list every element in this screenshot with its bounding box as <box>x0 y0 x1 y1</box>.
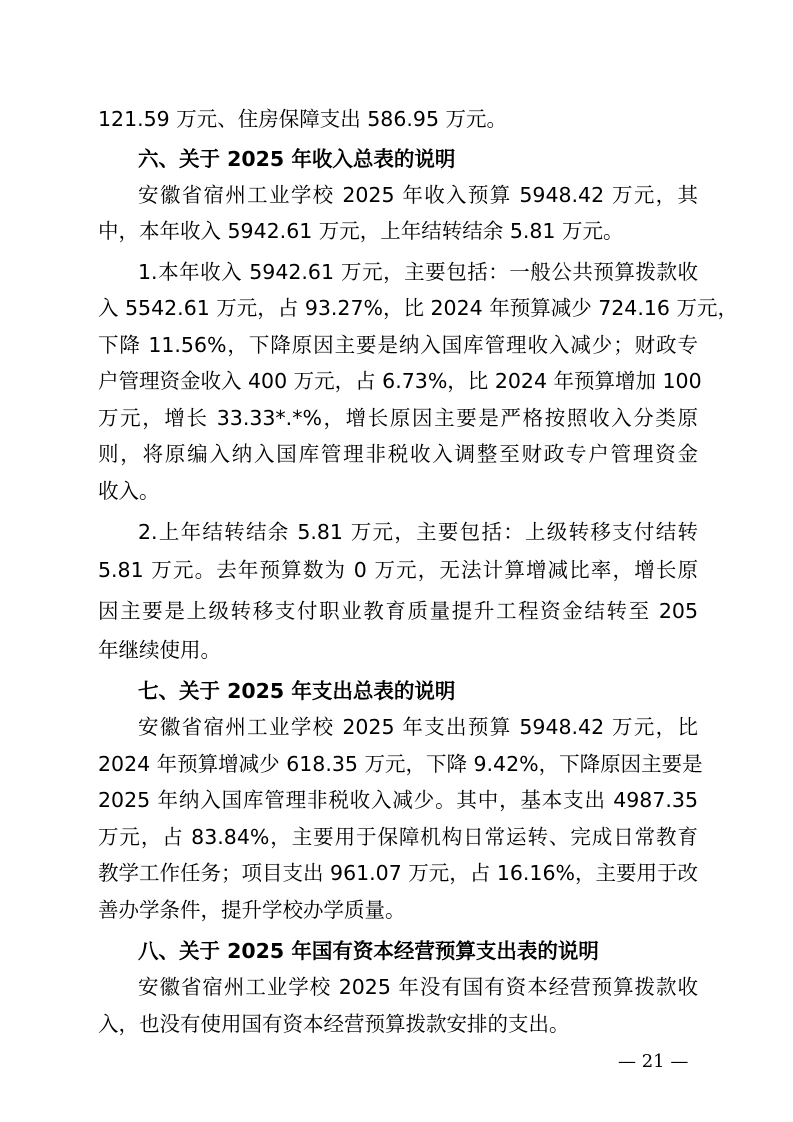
text-line: 则，将原编入纳入国库管理非税收入调整至财政专户管理资金 <box>98 442 698 466</box>
text-line: 2024 年预算增减少 618.35 万元，下降 9.42%，下降原因主要是 <box>98 752 703 776</box>
text-line: 万元，占 83.84%，主要用于保障机构日常运转、完成日常教育 <box>98 825 698 849</box>
text-line: 入 5542.61 万元，占 93.27%，比 2024 年预算减少 724.16 万元， <box>98 296 738 320</box>
text-line: 善办学条件，提升学校办学质量。 <box>98 898 406 922</box>
page-number: — 21 — <box>618 1051 689 1072</box>
text-line: 121.59 万元、住房保障支出 586.95 万元。 <box>98 107 508 131</box>
text-line: 中，本年收入 5942.61 万元，上年结转结余 5.81 万元。 <box>98 219 624 243</box>
text-line: 安徽省宿州工业学校 2025 年没有国有资本经营预算拨款收 <box>138 975 698 999</box>
text-line: 教学工作任务；项目支出 961.07 万元，占 16.16%，主要用于改 <box>98 861 698 885</box>
text-line: 因主要是上级转移支付职业教育质量提升工程资金结转至 205 <box>98 599 698 623</box>
text-line: 5.81 万元。去年预算数为 0 万元，无法计算增减比率，增长原 <box>98 558 698 582</box>
text-line: 下降 11.56%，下降原因主要是纳入国库管理收入减少；财政专 <box>98 333 698 357</box>
text-line: 年继续使用。 <box>98 638 221 662</box>
section-heading: 七、关于 2025 年支出总表的说明 <box>138 679 456 703</box>
text-line: 入，也没有使用国有资本经营预算拨款安排的支出。 <box>98 1012 570 1036</box>
text-line: 1.本年收入 5942.61 万元，主要包括：一般公共预算拨款收 <box>138 260 698 284</box>
section-heading: 六、关于 2025 年收入总表的说明 <box>138 147 456 171</box>
text-line: 万元，增长 33.33*.*%，增长原因主要是严格按照收入分类原 <box>98 406 698 430</box>
text-line: 安徽省宿州工业学校 2025 年支出预算 5948.42 万元，比 <box>138 715 698 739</box>
text-line: 收入。 <box>98 479 160 503</box>
section-heading: 八、关于 2025 年国有资本经营预算支出表的说明 <box>138 939 599 963</box>
text-line: 户管理资金收入 400 万元，占 6.73%，比 2024 年预算增加 100 <box>98 369 702 393</box>
text-line: 2025 年纳入国库管理非税收入减少。其中，基本支出 4987.35 <box>98 788 698 812</box>
text-line: 2.上年结转结余 5.81 万元，主要包括：上级转移支付结转 <box>138 520 698 544</box>
text-line: 安徽省宿州工业学校 2025 年收入预算 5948.42 万元，其 <box>138 183 698 207</box>
